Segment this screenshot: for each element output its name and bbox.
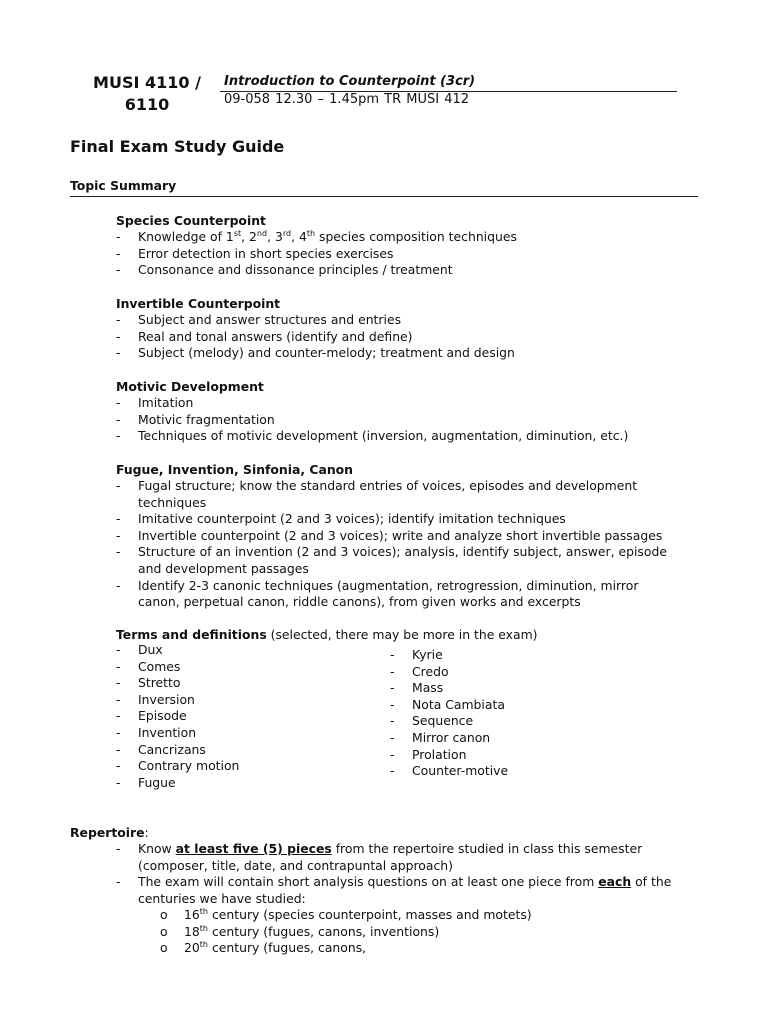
- section-heading: [116, 626, 716, 643]
- list-item: - Subject (melody) and counter-melody; treatment and design: [116, 345, 716, 362]
- section-motivic: [116, 378, 716, 445]
- repertoire-label: Repertoire:: [70, 825, 149, 840]
- emphasis: each: [598, 874, 632, 890]
- term-item: - Credo: [390, 664, 650, 681]
- document-title: Final Exam Study Guide: [70, 137, 285, 156]
- term-item: - Fugue: [116, 775, 376, 792]
- term-item: - Mass: [390, 680, 650, 697]
- term-item: - Invention: [116, 725, 376, 742]
- term-item: - Episode: [116, 708, 376, 725]
- list-item: - Imitation: [116, 395, 716, 412]
- terms-note: (selected, there may be more in the exam): [266, 627, 538, 642]
- list-item: - Error detection in short species exercises: [116, 246, 716, 263]
- list-item: - Subject and answer structures and entries: [116, 312, 716, 329]
- course-meta: 09-058 12.30 – 1.45pm TR MUSI 412: [224, 92, 470, 107]
- section-invertible: [116, 295, 716, 362]
- list-item: - Structure of an invention (2 and 3 voices); analysis, identify subject, answer, episode and development passages: [116, 544, 676, 577]
- term-item: - Counter-motive: [390, 763, 650, 780]
- section-fugue: [116, 461, 676, 611]
- list-item: - Consonance and dissonance principles / treatment: [116, 262, 716, 279]
- section-heading: Invertible Counterpoint: [116, 296, 281, 311]
- list-item: - Know at least five (5) pieces from the repertoire studied in class this semester (composer, title, date, and contrapuntal approach): [116, 841, 676, 874]
- terms-heading: Terms and definitions: [116, 627, 267, 642]
- term-item: - Stretto: [116, 675, 376, 692]
- bullet-list: [116, 395, 716, 445]
- list-item: - Fugal structure; know the standard entries of voices, episodes and development techniques: [116, 478, 676, 511]
- section-terms: [116, 626, 716, 643]
- term-item: - Inversion: [116, 692, 376, 709]
- term-item: - Sequence: [390, 713, 650, 730]
- term-item: - Dux: [116, 642, 376, 659]
- list-item: - Imitative counterpoint (2 and 3 voices); identify imitation techniques: [116, 511, 676, 528]
- centuries-list: [160, 907, 660, 957]
- section-species: [116, 212, 716, 279]
- topic-divider: [70, 196, 698, 197]
- topic-summary-label: Topic Summary: [70, 178, 177, 193]
- list-item: - Techniques of motivic development (inversion, augmentation, diminution, etc.): [116, 428, 716, 445]
- section-heading: Fugue, Invention, Sinfonia, Canon: [116, 462, 353, 477]
- repertoire-list: [116, 841, 676, 907]
- term-item: - Kyrie: [390, 647, 650, 664]
- bullet-list: [116, 229, 716, 279]
- terms-list-right: [390, 647, 650, 780]
- list-item: - Invertible counterpoint (2 and 3 voices); write and analyze short invertible passages: [116, 528, 676, 545]
- list-item: - The exam will contain short analysis questions on at least one piece from each of the centuries we have studied:: [116, 874, 676, 907]
- term-item: - Nota Cambiata: [390, 697, 650, 714]
- century-item: o 16th century (species counterpoint, masses and motets): [160, 907, 660, 924]
- century-item: o 20th century (fugues, canons,: [160, 940, 660, 957]
- course-code-line2: 6110: [124, 95, 170, 114]
- section-heading: Motivic Development: [116, 379, 264, 394]
- course-title: Introduction to Counterpoint (3cr): [224, 74, 476, 89]
- bullet-list: [116, 312, 716, 362]
- term-item: - Mirror canon: [390, 730, 650, 747]
- list-item: - Knowledge of 1st, 2nd, 3rd, 4th species composition techniques: [116, 229, 716, 246]
- list-item: - Identify 2-3 canonic techniques (augmentation, retrogression, diminution, mirror canon, perpetual canon, riddle canons), from given works and excerpts: [116, 578, 676, 611]
- century-item: o 18th century (fugues, canons, inventions): [160, 924, 660, 941]
- bullet-list: [116, 478, 676, 611]
- term-item: - Contrary motion: [116, 758, 376, 775]
- term-item: - Cancrizans: [116, 742, 376, 759]
- list-item: - Motivic fragmentation: [116, 412, 716, 429]
- course-code-line1: MUSI 4110 /: [93, 73, 201, 92]
- term-item: - Comes: [116, 659, 376, 676]
- course-code: [92, 72, 202, 116]
- term-item: - Prolation: [390, 747, 650, 764]
- section-heading: Species Counterpoint: [116, 213, 266, 228]
- terms-list-left: [116, 642, 376, 791]
- list-item: - Real and tonal answers (identify and define): [116, 329, 716, 346]
- emphasis: at least five (5) pieces: [175, 841, 332, 856]
